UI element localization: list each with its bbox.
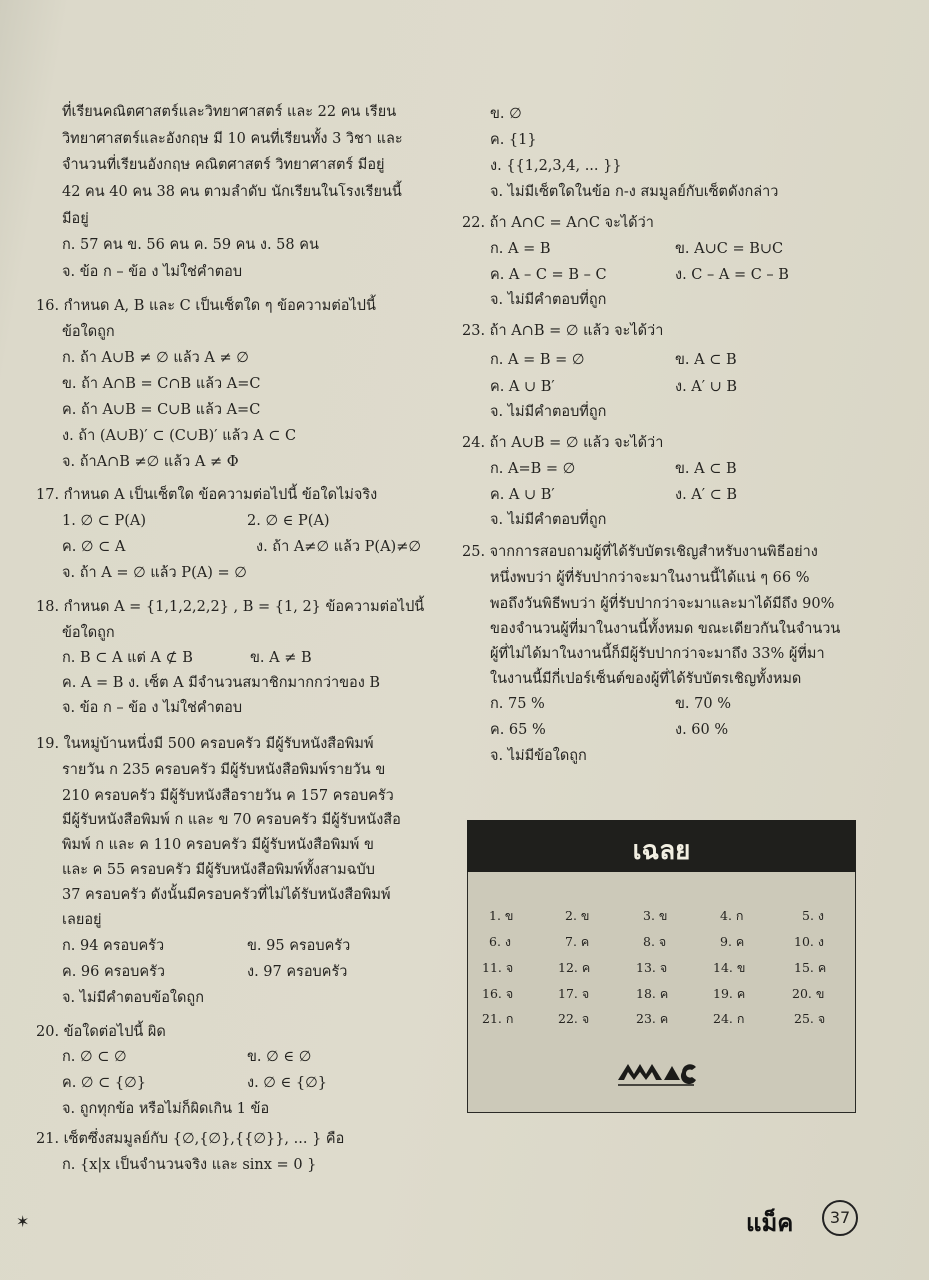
question-17: 17. กำหนด A เป็นเซ็ตใด ข้อความต่อไปนี้ ข้อใดไม่จริง — [36, 487, 378, 503]
choice-line: ข. ∅ ∈ ∅ — [247, 1049, 312, 1065]
answer-cell: 4. ก — [720, 908, 744, 923]
choice-line: จ. ข้อ ก – ข้อ ง ไม่ใช่คำตอบ — [62, 700, 243, 716]
choice-line: ค. ∅ ⊂ {∅} — [62, 1075, 146, 1091]
answer-cell: 5. ง — [802, 908, 825, 923]
choice-line: ก. B ⊂ A แต่ A ⊄ B — [62, 650, 193, 666]
answer-cell: 21. ก — [482, 1011, 514, 1026]
text-line: 37 ครอบครัว ดังนั้นมีครอบครัวที่ไม่ได้รับหนังสือพิมพ์ — [62, 887, 391, 903]
text-line: ผู้ที่ไม่ได้มาในงานนี้ก็มีผู้รับปากว่าจะมาถึง 33% ผู้ที่มา — [490, 646, 825, 662]
answer-cell: 20. ข — [792, 986, 825, 1001]
answer-cell: 11. จ — [482, 960, 514, 975]
text-line: มีอยู่ — [62, 211, 89, 227]
choice-line: ข. 70 % — [675, 696, 731, 712]
choice-line: ค. {1} — [490, 132, 537, 148]
choice-line: ค. A ∪ B′ — [490, 487, 555, 503]
answer-cell: 8. จ — [643, 934, 667, 949]
choice-line: ข. A ⊂ B — [675, 352, 737, 368]
choice-line: จ. ถูกทุกข้อ หรือไม่ก็ผิดเกิน 1 ข้อ — [62, 1101, 270, 1117]
choice-line: ก. 94 ครอบครัว — [62, 938, 165, 954]
answer-cell: 6. ง — [489, 934, 512, 949]
answer-cell: 12. ค — [558, 960, 591, 975]
magazine-name: แม็ค — [746, 1209, 794, 1237]
answer-cell: 22. จ — [558, 1011, 590, 1026]
text-line: ในงานนี้มีกี่เปอร์เซ็นต์ของผู้ที่ได้รับบัตรเชิญทั้งหมด — [490, 671, 802, 687]
text-line: ของจำนวนผู้ที่มาในงานนี้ทั้งหมด ขณะเดียวกันในจำนวน — [490, 621, 841, 637]
choice-line: ง. {{1,2,3,4, ... }} — [490, 158, 622, 174]
answer-key-header — [467, 820, 856, 872]
question-22: 22. ถ้า A∩C = A∩C จะได้ว่า — [462, 215, 654, 231]
choice-line: 1. ∅ ⊂ P(A) — [62, 513, 146, 529]
choice-line: ง. C – A = C – B — [675, 267, 789, 283]
choice-line: ข. ∅ — [490, 106, 522, 122]
question-25: 25. จากการสอบถามผู้ที่ได้รับบัตรเชิญสำหรับงานพิธีอย่าง — [462, 544, 818, 560]
bird-mark-icon: ✶ — [16, 1212, 30, 1231]
text-line: เลยอยู่ — [62, 912, 102, 928]
choice-line: จ. ไม่มีคำตอบข้อใดถูก — [62, 990, 204, 1006]
text-line: และ ค 55 ครอบครัว มีผู้รับหนังสือพิมพ์ทั้งสามฉบับ — [62, 862, 375, 878]
choice-line: ก. A=B = ∅ — [490, 461, 576, 477]
text-line: วิทยาศาสตร์และอังกฤษ มี 10 คนที่เรียนทั้ง 3 วิชา และ — [62, 131, 403, 147]
choice-line: ค. ถ้า A∪B = C∪B แล้ว A=C — [62, 402, 261, 418]
answer-key-title: เฉลย — [632, 836, 691, 866]
answer-cell: 14. ข — [713, 960, 746, 975]
choice-line: ก. 75 % — [490, 696, 545, 712]
answer-cell: 15. ค — [794, 960, 827, 975]
answer-cell: 1. ข — [489, 908, 514, 923]
choice-line: ค. A = B ง. เซ็ต A มีจำนวนสมาชิกมากกว่าของ B — [62, 675, 381, 691]
mac-logo — [614, 1058, 698, 1088]
choice-line: ก. A = B = ∅ — [490, 352, 585, 368]
choice-line: ง. A′ ⊂ B — [675, 487, 738, 503]
choice-line: ข. A ≠ B — [250, 650, 312, 666]
choice-line: ก. A = B — [490, 241, 551, 257]
question-23: 23. ถ้า A∩B = ∅ แล้ว จะได้ว่า — [462, 323, 664, 339]
text-line: รายวัน ก 235 ครอบครัว มีผู้รับหนังสือพิมพ์รายวัน ข — [62, 762, 386, 778]
choice-line: ข. A∪C = B∪C — [675, 241, 784, 257]
question-24: 24. ถ้า A∪B = ∅ แล้ว จะได้ว่า — [462, 435, 664, 451]
choice-line: จ. ถ้า A = ∅ แล้ว P(A) = ∅ — [62, 565, 247, 581]
text-line: มีผู้รับหนังสือพิมพ์ ก และ ข 70 ครอบครัว มีผู้รับหนังสือ — [62, 812, 401, 828]
choice-line: จ. ไม่มีเซ็ตใดในข้อ ก-ง สมมูลย์กับเซ็ตดังกล่าว — [490, 184, 779, 200]
answer-cell: 3. ข — [643, 908, 668, 923]
choice-line: ค. A ∪ B′ — [490, 379, 555, 395]
choice-line: จ. ข้อ ก – ข้อ ง ไม่ใช่คำตอบ — [62, 264, 243, 280]
choice-line: ก. {x|x เป็นจำนวนจริง และ sinx = 0 } — [62, 1157, 317, 1173]
choice-line: ง. ถ้า (A∪B)′ ⊂ (C∪B)′ แล้ว A ⊂ C — [62, 428, 297, 444]
question-16: 16. กำหนด A, B และ C เป็นเซ็ตใด ๆ ข้อความต่อไปนี้ — [36, 298, 376, 314]
choice-line: ง. ถ้า A≠∅ แล้ว P(A)≠∅ — [256, 539, 421, 555]
choice-line: จ. ไม่มีคำตอบที่ถูก — [490, 512, 607, 528]
choice-line: ง. 97 ครอบครัว — [247, 964, 348, 980]
page-number: 37 — [822, 1200, 858, 1236]
answer-cell: 25. จ — [794, 1011, 826, 1026]
choice-line: ค. ∅ ⊂ A — [62, 539, 126, 555]
text-line: ข้อใดถูก — [62, 324, 115, 340]
choice-line: ง. A′ ∪ B — [675, 379, 738, 395]
answer-cell: 19. ค — [713, 986, 746, 1001]
choice-line: จ. ไม่มีข้อใดถูก — [490, 748, 587, 764]
choice-line: ข. 95 ครอบครัว — [247, 938, 351, 954]
choice-line: ข. ถ้า A∩B = C∩B แล้ว A=C — [62, 376, 261, 392]
answer-cell: 18. ค — [636, 986, 669, 1001]
choice-line: ง. ∅ ∈ {∅} — [247, 1075, 327, 1091]
choice-line: ค. A – C = B – C — [490, 267, 607, 283]
answer-cell: 17. จ — [558, 986, 590, 1001]
choice-line: 2. ∅ ∈ P(A) — [247, 513, 330, 529]
choice-line: ค. 65 % — [490, 722, 546, 738]
choice-line: ก. 57 คน ข. 56 คน ค. 59 คน ง. 58 คน — [62, 237, 319, 253]
answer-cell: 23. ค — [636, 1011, 669, 1026]
text-line: 210 ครอบครัว มีผู้รับหนังสือรายวัน ค 157 ครอบครัว — [62, 788, 394, 804]
choice-line: ง. 60 % — [675, 722, 729, 738]
text-line: 42 คน 40 คน 38 คน ตามลำดับ นักเรียนในโรงเรียนนี้ — [62, 184, 402, 200]
answer-cell: 13. จ — [636, 960, 668, 975]
choice-line: จ. ถ้าA∩B ≠∅ แล้ว A ≠ Φ — [62, 454, 239, 470]
question-21: 21. เซ็ตซึ่งสมมูลย์กับ {∅,{∅},{{∅}}, ... } คือ — [36, 1131, 345, 1147]
choice-line: ค. 96 ครอบครัว — [62, 964, 166, 980]
answer-cell: 24. ก — [713, 1011, 745, 1026]
text-line: ที่เรียนคณิตศาสตร์และวิทยาศาสตร์ และ 22 คน เรียน — [62, 104, 397, 120]
choice-line: ก. ถ้า A∪B ≠ ∅ แล้ว A ≠ ∅ — [62, 350, 249, 366]
choice-line: ข. A ⊂ B — [675, 461, 737, 477]
answer-cell: 9. ค — [720, 934, 745, 949]
answer-cell: 10. ง — [794, 934, 824, 949]
text-line: ข้อใดถูก — [62, 625, 115, 641]
question-20: 20. ข้อใดต่อไปนี้ ผิด — [36, 1024, 166, 1040]
text-line: พิมพ์ ก และ ค 110 ครอบครัว มีผู้รับหนังสือพิมพ์ ข — [62, 837, 374, 853]
text-line: หนึ่งพบว่า ผู้ที่รับปากว่าจะมาในงานนี้ได้แน่ ๆ 66 % — [490, 570, 810, 586]
text-line: จำนวนที่เรียนอังกฤษ คณิตศาสตร์ วิทยาศาสตร์ มีอยู่ — [62, 157, 385, 173]
choice-line: จ. ไม่มีคำตอบที่ถูก — [490, 292, 607, 308]
answer-cell: 16. จ — [482, 986, 514, 1001]
choice-line: จ. ไม่มีคำตอบที่ถูก — [490, 404, 607, 420]
choice-line: ก. ∅ ⊂ ∅ — [62, 1049, 127, 1065]
question-18: 18. กำหนด A = {1,1,2,2,2} , B = {1, 2} ข้อความต่อไปนี้ — [36, 599, 425, 615]
answer-cell: 7. ค — [565, 934, 590, 949]
mac-logo-mark — [614, 1058, 698, 1088]
text-line: พอถึงวันพิธีพบว่า ผู้ที่รับปากว่าจะมาและมาได้มีถึง 90% — [490, 596, 835, 612]
question-19: 19. ในหมู่บ้านหนึ่งมี 500 ครอบครัว มีผู้รับหนังสือพิมพ์ — [36, 736, 374, 752]
answer-cell: 2. ข — [565, 908, 590, 923]
